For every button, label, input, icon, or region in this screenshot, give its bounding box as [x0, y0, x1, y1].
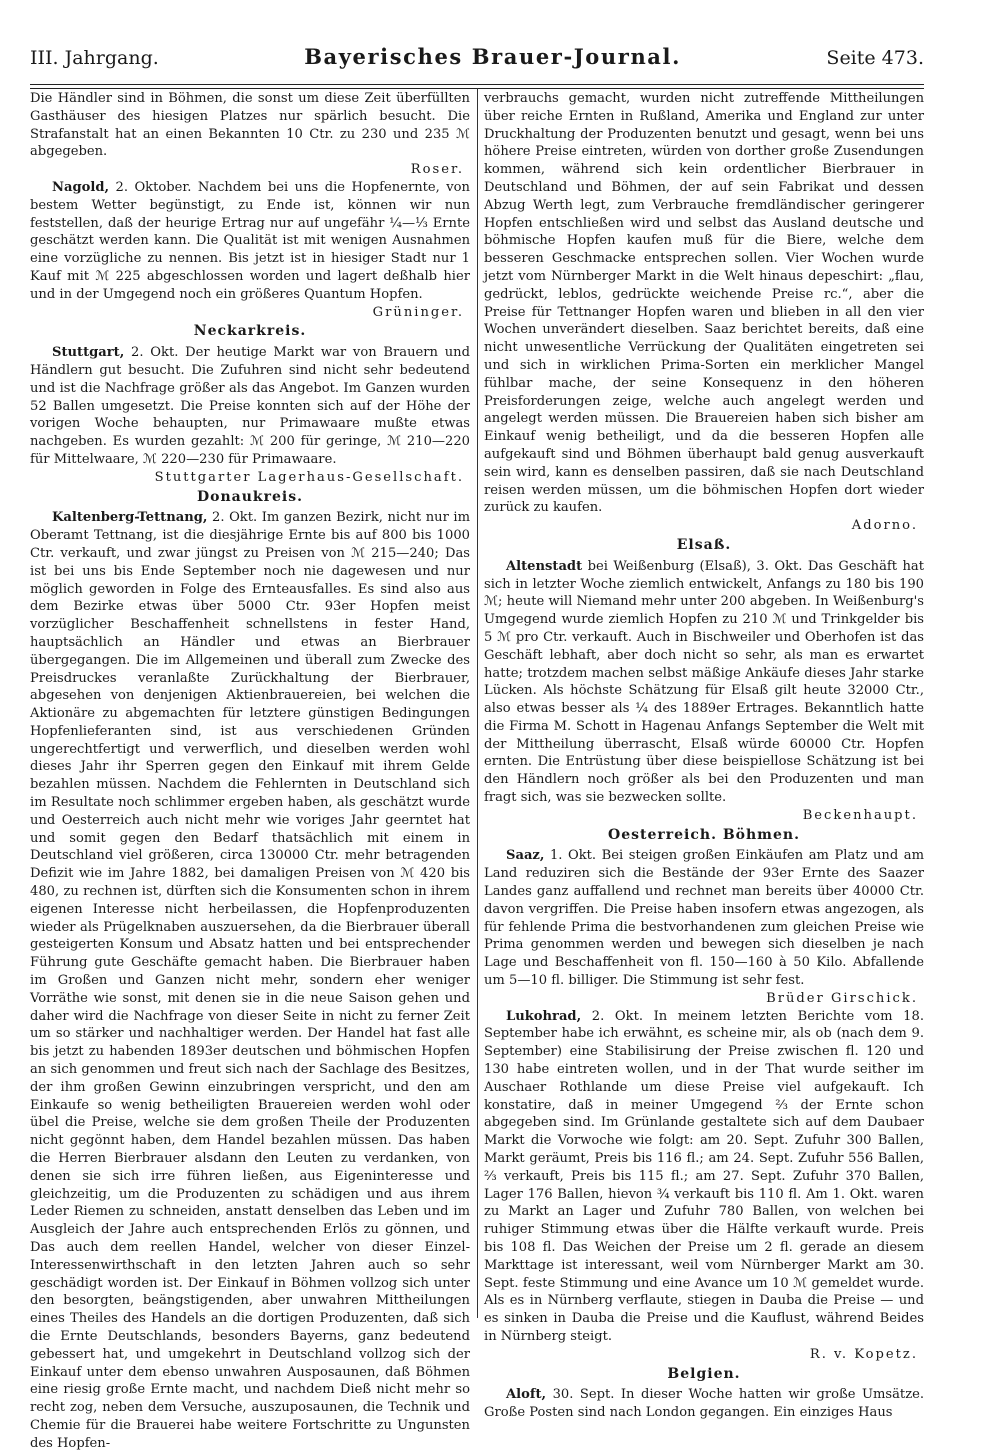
report-text: 2. Okt. Im ganzen Bezirk, nicht nur im Oberamt Tettnang, ist die diesjährige Ernte bis auf 800 bis 1000 Ctr. verkauft, und zwar jüngst zu Preisen von ℳ 215—240; Das ist bei uns bis Ende September noch nie dagewesen und nur möglich geworden in Folge des Ernteausfalles. Es sind also aus dem Bezirke etwas über 5000 Ctr. 93er Hopfen meist vorzüglicher Beschaffenheit schnellstens in fester Hand, hauptsächlich an Händler und etwas an Bierbrauer übergegangen. Die im Allgemeinen und überall zum Zwecke des Preisdruckes veranlaßte Zurückhaltung der Bierbrauer, abgesehen von denjenigen Aktienbrauereien, bei welchen die Aktionäre zu abgemachten für letztere günstigen Bedingungen Hopfenlieferanten sind, ist aus verschiedenen Gründen ungerechtfertigt und verwerflich, und dieselben werden wohl dieses Jahr ihr Sperren gegen den Einkauf mit ihrem Gelde bezahlen müssen. Nachdem die Fehlernten in Deutschland sich im Resultate noch schlimmer ergeben haben, als geschätzt wurde und Oesterreich auch nicht mehr wie voriges Jahr geerntet hat und somit gegen den Bedarf thatsächlich mit einem in Deutschland viel größeren, circa 130000 Ctr. mehr betragenden Defizit wie im Jahre 1882, bei damaligen Preisen von ℳ 420 bis 480, zu rechnen ist, dürften sich die Konsumenten schon in ihrem eigenen Interesse nicht herbeilassen, die Hopfenproduzenten wieder als Prügelknaben auszuersehen, da die Bierbrauer überall gesteigerten Konsum und Absatz hatten und bei entsprechender Führung gute Geschäfte gemacht haben. Die Bierbrauer haben im Großen und Ganzen nicht mehr, sondern eher weniger Vorräthe wie sonst, mit denen sie in die neue Saison gehen und daher wird die Nachfrage von dieser Seite in nicht zu ferner Zeit um so stärker und nachhaltiger werden. Der Handel hat fast alle bis jetzt zu habenden 1893er deutschen und böhmischen Hopfen an sich genommen und freut sich nach der Sachlage des Besitzes, der ihm großen Gewinn einzubringen verspricht, und den am Einkaufe so wenig betheiligten Brauereien werden wohl oder übel die Preise, welche sie dem großen Theile der Produzenten nicht gegönnt haben, dem Handel bezahlen müssen. Das haben die Herren Bierbrauer alsdann den Leuten zu verdanken, von denen sie sich irre führen ließen, aus Eigeninteresse und gleichzeitig, um die Produzenten zu schädigen und aus ihrem Leder Riemen zu schneiden, anstatt denselben das Leben und im Ausgleich der Jahre auch entsprechenden Erlös zu gönnen, und Das auch dem reellen Handel, welcher von dieser Einzel-Interessenwirthschaft in den letzten Jahren auch so sehr geschädigt worden ist. Der Einkauf in Böhmen vollzog sich unter den besorgten, beängstigenden, aber unwahren Mittheilungen eines Theiles des Handels an die dortigen Produzenten, daß sich die Ernte Deutschlands, besonders Bayerns, ganz bedeutend gebessert hat, und umgekehrt in Deutschland vollzog sich der Einkauf unter dem ebenso unwahren Ausposaunen, daß Böhmen eine riesig große Ernte macht, und nachdem Dieß nicht mehr so recht zog, neben dem Versuche, auszuposaunen, die Technik und Chemie für die Brauerei habe weitere Fortschritte zu Ungunsten des Hopfen-	[30, 510, 470, 1451]
signature: Brüder Girschick.	[766, 990, 918, 1006]
report-text: 2. Okt. Der heutige Markt war von Brauern und Händlern gut besucht. Die Zufuhren sind nicht sehr bedeutend und ist die Nachfrage größer als das Angebot. Im Ganzen wurden 52 Ballen umgesetzt. Die Preise konnten sich auf der Höhe der vorigen Woche behaupten, nur Primawaare mußte etwas nachgeben. Es wurden gezahlt: ℳ 200 für geringe, ℳ 210—220 für Mittelwaare, ℳ 220—230 für Primawaare.	[30, 345, 470, 467]
section-heading: Donaukreis.	[197, 488, 303, 505]
signature: Stuttgarter Lagerhaus-Gesellschaft.	[154, 469, 464, 485]
left-column	[30, 90, 470, 1451]
signature: Roser.	[410, 162, 464, 178]
article-paragraph: Die Händler sind in Böhmen, die sonst um diese Zeit überfüllten Gasthäuser des hiesigen Platzes nur spärlich besucht. Die Strafanstalt hat an einen Bekannten 10 Ctr. zu 230 und 235 ℳ abgegeben.	[30, 91, 470, 160]
signature: R. v. Kopetz.	[809, 1346, 918, 1362]
volume-label: III. Jahrgang.	[30, 47, 159, 69]
place-name: Aloft,	[506, 1387, 547, 1403]
report-text: 2. Okt. In meinem letzten Berichte vom 18. September habe ich erwähnt, es scheine mir, als ob (nach dem 9. September) eine Stabilisirung der Preise zwischen fl. 120 und 130 habe eintreten wollen, und in der That wurde seither im Auschaer Rothlande um diese Preise viel aufgekauft. Ich konstatire, daß in meiner Umgegend ⅔ der Ernte schon abgegeben sind. Im Grünlande gestaltete sich auf dem Daubaer Markt die Vorwoche wie folgt: am 20. Sept. Zufuhr 300 Ballen, Markt geräumt, Preis bis 116 fl.; am 24. Sept. Zufuhr 556 Ballen, ⅔ verkauft, Preis bis 115 fl.; am 27. Sept. Zufuhr 370 Ballen, Lager 176 Ballen, hievon ¾ verkauft bis 110 fl. Am 1. Okt. waren zu Markt an Lager und Zufuhr 780 Ballen, von welchen bei ruhiger Stimmung etwas über die Hälfte verkauft wurde. Preis bis 108 fl. Das Weichen der Preise um 2 fl. gerade an diesem Markttage ist interessant, weil vom Nürnberger Markt am 30. Sept. feste Stimmung und eine Avance um 10 ℳ gemeldet wurde. Als es in Nürnberg verflaute, stiegen in Dauba die Preise — und es sinken in Dauba die Preise und die Kauflust, während Beides in Nürnberg steigt.	[484, 1008, 924, 1344]
report-nagold	[30, 179, 470, 304]
report-text: bei Weißenburg (Elsaß), 3. Okt. Das Geschäft hat sich in letzter Woche ziemlich entwickelt, Anfangs zu 180 bis 190 ℳ; heute will Niemand mehr unter 200 abgeben. In Weißenburg's Umgegend wurde ziemlich Hopfen zu 210 ℳ und Trinkgelder bis 5 ℳ pro Ctr. verkauft. Auch in Bischweiler und Oberhofen ist das Geschäft lebhaft, aber doch nicht so sehr, als man es erwartet hatte; trotzdem machen selbst mäßige Ankäufe dieses Jahr starke Lücken. Als höchste Schätzung für Elsaß gilt heute 32000 Ctr., also etwas besser als ¼ des 1889er Ertrages. Bekanntlich hatte die Firma M. Schott in Hagenau Anfangs September die Welt mit der Mittheilung überrascht, Elsaß würde 60000 Ctr. Hopfen ernten. Die Entrüstung über diese beispiellose Schätzung ist bei den Händlern noch größer als bei den Produzenten und man fragt sich, was sie bezwecken sollte.	[484, 558, 924, 806]
section-heading: Oesterreich. Böhmen.	[608, 826, 800, 843]
place-name: Stuttgart,	[52, 345, 125, 361]
report-aalst	[484, 1386, 924, 1422]
column-divider	[477, 88, 478, 1318]
header-rule	[30, 84, 924, 85]
place-name: Lukohrad,	[506, 1008, 582, 1024]
report-text: 30. Sept. In dieser Woche hatten wir große Umsätze. Große Posten sind nach London gegangen. Ein einziges Haus	[484, 1387, 924, 1421]
article-paragraph: verbrauchs gemacht, wurden nicht zutreffende Mittheilungen über reiche Ernten in Rußland, Amerika und England zur unter Druckhaltung der Produzenten benutzt und gesagt, wenn bei uns höhere Preise eintreten, würden von dorther große Zusendungen kommen, während sich kein ordentlicher Bierbrauer in Deutschland und Böhmen, der auf sein Fabrikat und dessen Abzug Werth legt, zum Verbrauche fremdländischer geringerer Hopfen entschließen wird und selbst das Ausland deutsche und böhmische Hopfen kaufen muß für die Biere, welche dem besseren Geschmacke entsprechen sollen. Vier Wochen wurde jetzt vom Nürnberger Markt in die Welt hinaus depeschirt: „flau, gedrückt, leblos, gedrückte weichende Preise rc.“, aber die Preise für Tettnanger Hopfen waren und blieben in all den vier Wochen unverändert dieselben. Saaz berichtet bereits, daß eine nicht unwesentliche Verrückung der Qualitäten eingetreten sei und sich in wirklichen Prima-Sorten ein merklicher Mangel fühlbar mache, der seine Konsequenz in den höheren Preisforderungen zeige, welche auch angelegt werden und angelegt werden müssen. Die Brauereien haben sich bisher am Einkauf wenig betheiligt, und da die besseren Hopfen alle aufgekauft sind und Böhmen überhaupt bald genug ausverkauft sein wird, kann es denselben passiren, daß sie nach Deutschland reisen werden müssen, um die böhmischen Hopfen dort wieder zurück zu kaufen.	[484, 91, 924, 516]
journal-title: Bayerisches Brauer-Journal.	[304, 44, 682, 69]
page-number: Seite 473.	[826, 47, 924, 69]
section-heading: Elsaß.	[676, 536, 732, 553]
report-kaltenberg	[30, 509, 470, 1452]
section-heading: Neckarkreis.	[193, 323, 307, 340]
signature: Grüninger.	[372, 304, 464, 320]
signature: Adorno.	[851, 518, 918, 534]
place-name: Kaltenberg-Tettnang,	[52, 510, 208, 526]
report-stuttgart	[30, 344, 470, 469]
place-name: Altenstadt	[506, 558, 583, 574]
report-lukohrad	[484, 1008, 924, 1346]
place-name: Saaz,	[506, 848, 545, 864]
report-saaz	[484, 847, 924, 989]
report-text: 2. Oktober. Nachdem bei uns die Hopfenernte, von bestem Wetter begünstigt, zu Ende ist, können wir nun feststellen, daß der heurige Ertrag nur auf ungefähr ¼—⅓ Ernte geschätzt werden kann. Die Qualität ist mit wenigen Ausnahmen eine vorzügliche zu nennen. Bis jetzt ist in hiesiger Stadt nur 1 Kauf mit ℳ 225 abgeschlossen worden und lagert deßhalb hier und in der Umgegend noch ein größeres Quantum Hopfen.	[30, 179, 470, 302]
place-name: Nagold,	[52, 179, 110, 195]
signature: Beckenhaupt.	[802, 807, 918, 823]
report-text: 1. Okt. Bei steigen großen Einkäufen am Platz und am Land reduziren sich die Bestände der 93er Ernte des Saazer Landes ganz auffallend und rechnet man bereits über 40000 Ctr. davon vergriffen. Die Preise haben insofern etwas angezogen, als für fehlende Prima die bestvorhandenen zum gleichen Preise wie Prima genommen werden und bewegen sich dieselben je nach Lage und Beschaffenheit von fl. 150—160 à 50 Kilo. Abfallende um 5—10 fl. billiger. Die Stimmung ist sehr fest.	[484, 848, 924, 989]
section-heading: Belgien.	[667, 1365, 741, 1382]
right-column	[484, 90, 924, 1421]
page-header	[30, 44, 924, 69]
report-altenstadt	[484, 558, 924, 807]
